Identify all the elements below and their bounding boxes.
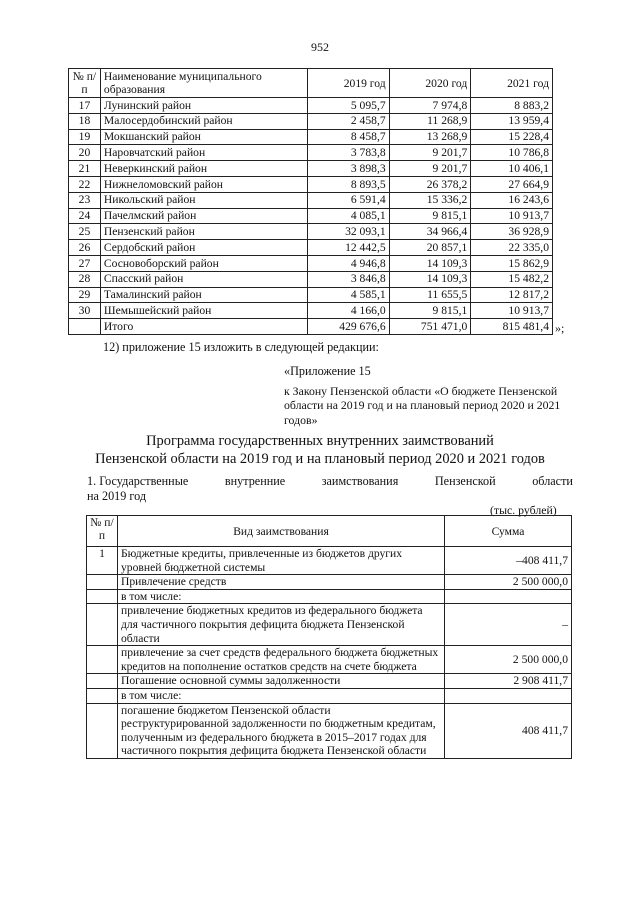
- row-value-2019: 6 591,4: [307, 192, 389, 208]
- table-row: [87, 703, 572, 758]
- table-row: [69, 113, 553, 129]
- row-value-2019: 8 458,7: [307, 129, 389, 145]
- row-num: [87, 575, 118, 590]
- row-district: Наровчатский район: [100, 145, 307, 161]
- row-num: 25: [69, 224, 101, 240]
- row-value-2020: 11 268,9: [389, 113, 471, 129]
- section-word: заимствования: [321, 474, 399, 488]
- row-value-2021: 15 228,4: [471, 129, 553, 145]
- municipal-table: [68, 68, 553, 335]
- row-value-2019: 5 095,7: [307, 98, 389, 114]
- table-row: [87, 547, 572, 575]
- table-row: [69, 208, 553, 224]
- row-value-2020: 13 268,9: [389, 129, 471, 145]
- row-value-2020: 9 815,1: [389, 208, 471, 224]
- col-header-num: № п/п: [69, 69, 101, 98]
- table-closing-quote: »;: [555, 321, 565, 335]
- borrowings-table: [86, 515, 572, 759]
- table-header-row: [87, 516, 572, 547]
- row-value-2019: 3 783,8: [307, 145, 389, 161]
- table-row: [69, 145, 553, 161]
- table-row: [87, 589, 572, 604]
- row-value-2020: 9 815,1: [389, 303, 471, 319]
- row-value-2021: 8 883,2: [471, 98, 553, 114]
- row-district: Никольский район: [100, 192, 307, 208]
- row-sum: 2 908 411,7: [445, 674, 572, 689]
- row-district: Шемышейский район: [100, 303, 307, 319]
- page-number: 952: [311, 40, 329, 54]
- total-2020: 751 471,0: [389, 319, 471, 335]
- row-district: Спасский район: [100, 271, 307, 287]
- row-sum: [445, 688, 572, 703]
- col-header-kind: Вид заимствования: [118, 516, 445, 547]
- row-value-2021: 36 928,9: [471, 224, 553, 240]
- row-value-2021: 22 335,0: [471, 240, 553, 256]
- section-word: 1. Государственные: [87, 474, 189, 488]
- row-borrowing-kind: в том числе:: [118, 589, 445, 604]
- table-row: [69, 161, 553, 177]
- row-num: 28: [69, 271, 101, 287]
- col-header-sum: Сумма: [445, 516, 572, 547]
- section-line2: на 2019 год: [87, 488, 147, 503]
- row-district: Неверкинский район: [100, 161, 307, 177]
- program-title-line1: Программа государственных внутренних заимствований: [146, 433, 494, 449]
- row-num: 26: [69, 240, 101, 256]
- row-value-2019: 4 085,1: [307, 208, 389, 224]
- row-borrowing-kind: привлечение за счет средств федерального бюджета бюджетных кредитов на пополнение остатков средств на счете бюджета: [118, 646, 445, 674]
- row-value-2019: 2 458,7: [307, 113, 389, 129]
- row-value-2021: 10 913,7: [471, 208, 553, 224]
- row-value-2021: 13 959,4: [471, 113, 553, 129]
- section-word: Пензенской: [434, 474, 496, 488]
- row-num: [87, 703, 118, 758]
- row-value-2020: 9 201,7: [389, 161, 471, 177]
- table-row: [69, 287, 553, 303]
- col-header-2019: 2019 год: [307, 69, 389, 98]
- row-borrowing-kind: погашение бюджетом Пензенской области реструктурированной задолженности по бюджетным кредитам, полученным из федерального бюджета в 2015–2017 годах для частичного покрытия дефицита бюджета Пензенской области: [118, 703, 445, 758]
- table-row: [87, 674, 572, 689]
- table-row: [87, 688, 572, 703]
- row-value-2020: 20 857,1: [389, 240, 471, 256]
- row-sum: [445, 589, 572, 604]
- appendix-law-reference: к Закону Пензенской области «О бюджете Пензенской области на 2019 год и на плановый период 2020 и 2021 годов»: [284, 384, 561, 427]
- row-value-2019: 4 585,1: [307, 287, 389, 303]
- row-sum: –408 411,7: [445, 547, 572, 575]
- row-num: [87, 688, 118, 703]
- row-value-2020: 9 201,7: [389, 145, 471, 161]
- table-header-row: [69, 69, 553, 98]
- row-value-2021: 15 482,2: [471, 271, 553, 287]
- row-district: Сосновоборский район: [100, 255, 307, 271]
- row-value-2020: 26 378,2: [389, 176, 471, 192]
- row-value-2021: 10 406,1: [471, 161, 553, 177]
- row-value-2019: 3 846,8: [307, 271, 389, 287]
- total-row: [69, 319, 553, 335]
- table-row: [69, 271, 553, 287]
- row-num: 24: [69, 208, 101, 224]
- row-num: 21: [69, 161, 101, 177]
- row-value-2019: 3 898,3: [307, 161, 389, 177]
- row-num: 30: [69, 303, 101, 319]
- row-num: 1: [87, 547, 118, 575]
- row-value-2020: 14 109,3: [389, 255, 471, 271]
- row-num: 23: [69, 192, 101, 208]
- total-label: Итого: [100, 319, 307, 335]
- units-label: (тыс. рублей): [490, 503, 557, 517]
- row-value-2021: 10 786,8: [471, 145, 553, 161]
- row-value-2019: 12 442,5: [307, 240, 389, 256]
- row-borrowing-kind: Привлечение средств: [118, 575, 445, 590]
- row-num: [87, 674, 118, 689]
- table-row: [87, 646, 572, 674]
- row-value-2020: 14 109,3: [389, 271, 471, 287]
- row-num: [87, 646, 118, 674]
- total-2019: 429 676,6: [307, 319, 389, 335]
- row-value-2021: 15 862,9: [471, 255, 553, 271]
- row-num: [87, 604, 118, 646]
- row-num: 19: [69, 129, 101, 145]
- row-num: 17: [69, 98, 101, 114]
- col-header-2020: 2020 год: [389, 69, 471, 98]
- program-title-line2: Пензенской области на 2019 год и на плановый период 2020 и 2021 годов: [95, 451, 545, 467]
- total-2021: 815 481,4: [471, 319, 553, 335]
- table-row: [69, 224, 553, 240]
- table-row: [69, 98, 553, 114]
- table-row: [69, 240, 553, 256]
- section-word: области: [532, 474, 573, 488]
- row-value-2021: 10 913,7: [471, 303, 553, 319]
- row-district: Мокшанский район: [100, 129, 307, 145]
- row-sum: –: [445, 604, 572, 646]
- row-district: Сердобский район: [100, 240, 307, 256]
- table-row: [87, 604, 572, 646]
- row-num: 18: [69, 113, 101, 129]
- section-1-heading: [87, 474, 573, 503]
- row-value-2021: 16 243,6: [471, 192, 553, 208]
- row-sum: 2 500 000,0: [445, 646, 572, 674]
- row-district: Малосердобинский район: [100, 113, 307, 129]
- row-num: 27: [69, 255, 101, 271]
- row-district: Тамалинский район: [100, 287, 307, 303]
- row-num: [87, 589, 118, 604]
- row-value-2021: 12 817,2: [471, 287, 553, 303]
- table-row: [87, 575, 572, 590]
- row-district: Лунинский район: [100, 98, 307, 114]
- row-district: Пензенский район: [100, 224, 307, 240]
- row-num: 20: [69, 145, 101, 161]
- paragraph-12: 12) приложение 15 изложить в следующей редакции:: [103, 340, 379, 354]
- total-num: [69, 319, 101, 335]
- row-value-2019: 4 166,0: [307, 303, 389, 319]
- col-header-2021: 2021 год: [471, 69, 553, 98]
- row-district: Пачелмский район: [100, 208, 307, 224]
- row-num: 29: [69, 287, 101, 303]
- table-row: [69, 192, 553, 208]
- table-row: [69, 176, 553, 192]
- col-header-num: № п/п: [87, 516, 118, 547]
- row-borrowing-kind: Бюджетные кредиты, привлеченные из бюджетов других уровней бюджетной системы: [118, 547, 445, 575]
- row-value-2020: 11 655,5: [389, 287, 471, 303]
- row-num: 22: [69, 176, 101, 192]
- row-borrowing-kind: в том числе:: [118, 688, 445, 703]
- table-row: [69, 255, 553, 271]
- row-value-2020: 15 336,2: [389, 192, 471, 208]
- col-header-name: Наименование муниципального образования: [100, 69, 307, 98]
- row-value-2019: 32 093,1: [307, 224, 389, 240]
- row-value-2019: 8 893,5: [307, 176, 389, 192]
- table-row: [69, 303, 553, 319]
- row-value-2019: 4 946,8: [307, 255, 389, 271]
- row-borrowing-kind: Погашение основной суммы задолженности: [118, 674, 445, 689]
- row-district: Нижнеломовский район: [100, 176, 307, 192]
- row-sum: 408 411,7: [445, 703, 572, 758]
- row-value-2021: 27 664,9: [471, 176, 553, 192]
- section-word: внутренние: [224, 474, 286, 488]
- row-value-2020: 7 974,8: [389, 98, 471, 114]
- row-value-2020: 34 966,4: [389, 224, 471, 240]
- appendix-heading: «Приложение 15: [284, 364, 371, 378]
- row-sum: 2 500 000,0: [445, 575, 572, 590]
- table-row: [69, 129, 553, 145]
- row-borrowing-kind: привлечение бюджетных кредитов из федерального бюджета для частичного покрытия дефицита бюджета Пензенской области: [118, 604, 445, 646]
